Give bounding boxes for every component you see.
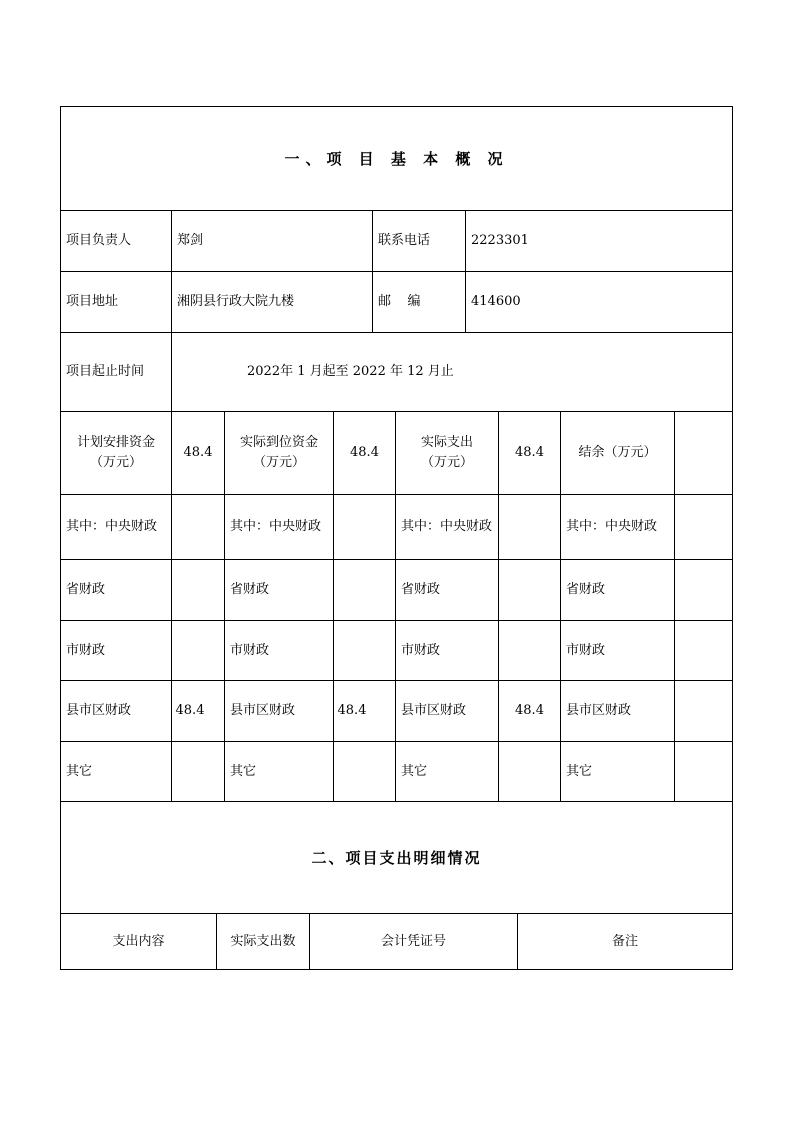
section-2-title: 二、项目支出明细情况: [311, 848, 482, 867]
balance-value: [675, 412, 732, 494]
fund-row-expense: [499, 560, 560, 620]
fund-row-label: 其它: [66, 763, 93, 779]
fund-row-actual: [334, 621, 395, 680]
actual-funds-header: 实际到位资金（万元）: [239, 435, 318, 470]
fund-row-label: 其中：中央财政: [230, 519, 322, 534]
project-leader-value: 郑剑: [177, 233, 204, 248]
fund-row-label: 县市区财政: [566, 703, 632, 718]
project-address-label: 项目地址: [66, 294, 119, 309]
fund-row-label: 其中：中央财政: [566, 519, 658, 534]
column-header-remarks: 备注: [611, 933, 638, 949]
fund-row-expense: 48.4: [515, 703, 544, 718]
fund-row-label: 其中：中央财政: [66, 519, 158, 534]
fund-row-expense: [499, 621, 560, 680]
fund-row-label: 其它: [401, 763, 428, 779]
fund-row-label: 市财政: [401, 642, 441, 658]
project-leader-label: 项目负责人: [66, 233, 132, 248]
fund-row-label: 省财政: [66, 582, 106, 597]
fund-row-label: 县市区财政: [230, 703, 296, 718]
column-header-actual-amount: 实际支出数: [230, 933, 296, 949]
phone-value: 2223301: [471, 233, 529, 248]
project-address-value: 湘阴县行政大院九楼: [177, 294, 295, 309]
fund-row-label: 县市区财政: [401, 703, 467, 718]
fund-row-planned: [172, 495, 224, 559]
fund-row-actual: [334, 495, 395, 559]
fund-row-actual: 48.4: [337, 703, 367, 718]
fund-row-label: 其它: [230, 763, 257, 779]
fund-row-label: 省财政: [566, 582, 606, 597]
actual-expense-header: 实际支出（万元）: [420, 435, 473, 470]
fund-row-planned: [172, 560, 224, 620]
balance-header: 结余（万元）: [578, 445, 657, 460]
section-1-title: 一、项 目 基 本 概 况: [284, 149, 509, 168]
planned-funds-value: 48.4: [183, 445, 213, 460]
fund-row-planned: [172, 742, 224, 801]
fund-row-label: 市财政: [66, 642, 106, 658]
fund-row-label: 省财政: [230, 582, 270, 597]
column-header-voucher-number: 会计凭证号: [380, 933, 446, 949]
fund-row-planned: [172, 621, 224, 680]
planned-funds-header: 计划安排资金（万元）: [76, 435, 155, 470]
fund-row-actual: [334, 560, 395, 620]
postcode-value: 414600: [471, 294, 521, 309]
project-period-label: 项目起止时间: [66, 364, 145, 379]
postcode-label: 邮 编: [378, 294, 421, 309]
actual-funds-value: 48.4: [350, 445, 379, 460]
fund-row-label: 市财政: [566, 642, 606, 658]
fund-row-expense: [499, 742, 560, 801]
fund-row-label: 市财政: [230, 642, 270, 658]
fund-row-expense: [499, 495, 560, 559]
fund-row-label: 其它: [566, 763, 593, 779]
column-header-expense-content: 支出内容: [112, 933, 165, 949]
fund-row-label: 省财政: [401, 582, 441, 597]
fund-row-label: 其中：中央财政: [401, 519, 493, 534]
phone-label: 联系电话: [378, 233, 431, 248]
fund-row-actual: [334, 742, 395, 801]
actual-expense-value: 48.4: [515, 445, 544, 460]
project-period-value: 2022年 1 月起至 2022 年 12 月止: [247, 364, 454, 379]
fund-row-planned: 48.4: [175, 703, 205, 718]
fund-row-label: 县市区财政: [66, 703, 132, 718]
